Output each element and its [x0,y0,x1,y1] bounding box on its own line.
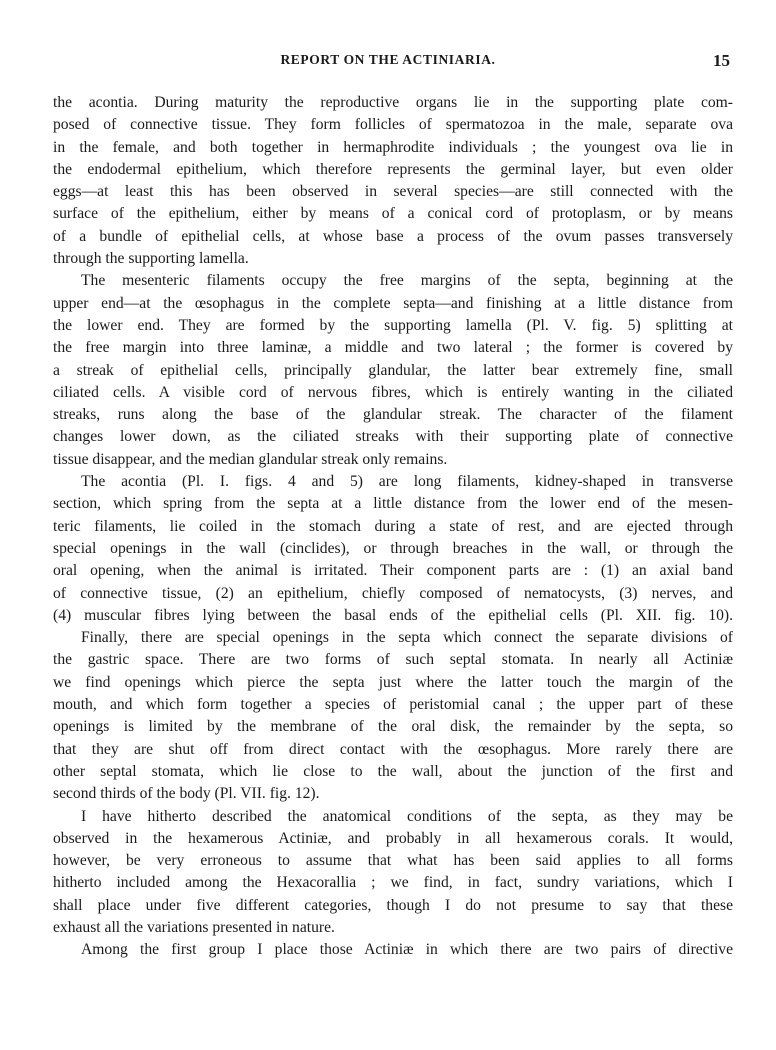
text-line: of a bundle of epithelial cells, at whose base a process of the ovum passes transversely [53,227,733,245]
text-line: that they are shut off from direct contact with the œsophagus. More rarely there are [53,740,733,758]
running-title: REPORT ON THE ACTINIARIA. [280,52,496,67]
text-line: second thirds of the body (Pl. VII. fig. 12). [53,785,320,803]
text-line: mouth, and which form together a species of peristomial canal ; the upper part of these [53,696,733,714]
text-line: exhaust all the variations presented in nature. [53,918,335,936]
text-line: the lower end. They are formed by the supporting lamella (Pl. V. fig. 5) splitting at [53,316,733,334]
text-line: oral opening, when the animal is irritated. Their component parts are : (1) an axial band [53,562,733,580]
text-line: section, which spring from the septa at a little distance from the lower end of the mesen- [53,495,733,513]
text-line: observed in the hexamerous Actiniæ, and probably in all hexamerous corals. It would, [53,829,733,847]
text-line: posed of connective tissue. They form follicles of spermatozoa in the male, separate ova [53,116,733,134]
text-line: special openings in the wall (cinclides), or through breaches in the wall, or through the [53,539,733,557]
text-line: the free margin into three laminæ, a middle and two lateral ; the former is covered by [53,339,733,357]
text-line: (4) muscular fibres lying between the basal ends of the epithelial cells (Pl. XII. fig. 10). [53,606,733,624]
text-line: through the supporting lamella. [53,250,249,268]
text-line: I have hitherto described the anatomical conditions of the septa, as they may be [81,807,733,825]
text-line: upper end—at the œsophagus in the complete septa—and finishing at a little distance from [53,294,733,312]
text-line: the gastric space. There are two forms of such septal stomata. In nearly all Actiniæ [53,651,733,669]
text-line: streaks, runs along the base of the glandular streak. The character of the filament [53,406,733,424]
text-line: a streak of epithelial cells, principally glandular, the latter bear extremely fine, small [53,361,733,379]
text-line: surface of the epithelium, either by means of a conical cord of protoplasm, or by means [53,205,733,223]
text-line: Finally, there are special openings in the septa which connect the separate divisions of [81,629,733,647]
text-line: The mesenteric filaments occupy the free margins of the septa, beginning at the [81,272,733,290]
text-line: The acontia (Pl. I. figs. 4 and 5) are long filaments, kidney-shaped in transverse [81,473,733,491]
running-header [0,52,776,72]
text-line: the endodermal epithelium, which therefore represents the germinal layer, but even older [53,160,733,178]
page-number: 15 [713,51,730,70]
text-line: tissue disappear, and the median glandular streak only remains. [53,450,448,468]
text-line: hitherto included among the Hexacorallia ; we find, in fact, sundry variations, which I [53,874,733,892]
text-line: however, be very erroneous to assume that what has been said applies to all forms [53,852,733,870]
text-line: we find openings which pierce the septa just where the latter touch the margin of the [53,673,733,691]
text-line: teric filaments, lie coiled in the stomach during a state of rest, and are ejected through [53,517,733,535]
text-line: changes lower down, as the ciliated streaks with their supporting plate of connective [53,428,733,446]
text-line: in the female, and both together in hermaphrodite individuals ; the youngest ova lie in [53,138,733,156]
text-line: openings is limited by the membrane of the oral disk, the remainder by the septa, so [53,718,733,736]
text-line: eggs—at least this has been observed in several species—are still connected with the [53,183,733,201]
text-line: Among the first group I place those Actiniæ in which there are two pairs of directive [81,941,733,959]
text-line: other septal stomata, which lie close to the wall, about the junction of the first and [53,762,733,780]
text-line: of connective tissue, (2) an epithelium, chiefly composed of nematocysts, (3) nerves, and [53,584,733,602]
body-text [53,92,733,962]
text-line: shall place under five different categories, though I do not presume to say that these [53,896,733,914]
text-line: ciliated cells. A visible cord of nervous fibres, which is entirely wanting in the ciliated [53,383,733,401]
text-line: the acontia. During maturity the reproductive organs lie in the supporting plate com- [53,94,733,111]
